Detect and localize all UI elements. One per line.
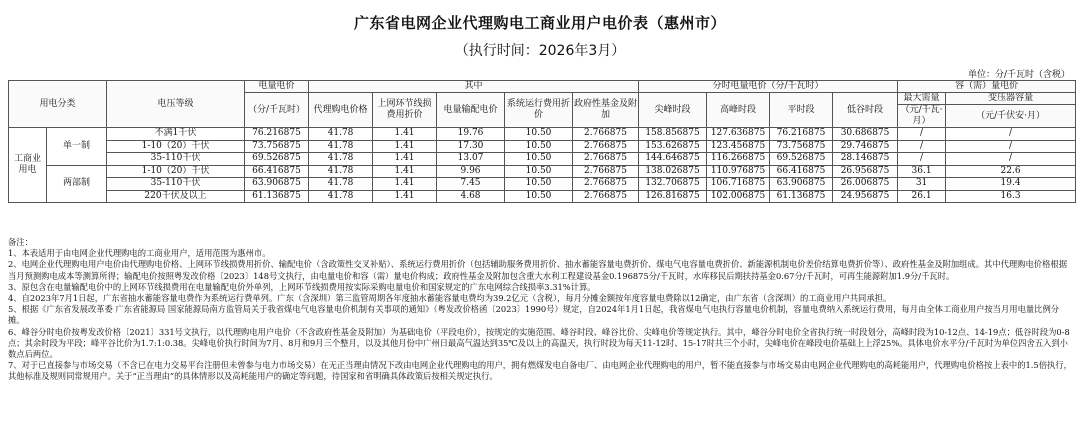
cell-demand: /: [898, 140, 946, 153]
header-transformer: 变压器容量: [946, 93, 1076, 105]
cell-loss: 1.41: [373, 165, 437, 178]
table-row: [9, 128, 1076, 141]
cell-fund: 2.766875: [573, 128, 639, 141]
page-subtitle: （执行时间：2026年3月）: [454, 43, 626, 59]
table-row: [9, 153, 1076, 166]
cell-loss: 1.41: [373, 153, 437, 166]
cell-price: 76.216875: [245, 128, 309, 141]
cell-trans: 19.76: [437, 128, 505, 141]
cell-loss: 1.41: [373, 140, 437, 153]
header-funds: 政府性基金及附加: [573, 93, 639, 128]
note-4: 4、自2023年7月1日起，广东省抽水蓄能容量电费作为系统运行费单列。广东（含深圳）第三监管周期各年度抽水蓄能容量电费均为39.2亿元（含税），每月分摊金额按年度容量电费除以12确定，由广东省（含深圳）的工商业用户共同承担。: [8, 293, 892, 304]
cell-fund: 2.766875: [573, 165, 639, 178]
cell-flat: 69.526875: [770, 153, 833, 166]
cell-sys: 10.50: [505, 178, 573, 191]
cell-purchase: 41.78: [309, 178, 373, 191]
cell-fund: 2.766875: [573, 190, 639, 203]
cell-purchase: 41.78: [309, 140, 373, 153]
cell-valley: 29.746875: [833, 140, 898, 153]
cell-valley: 26.006875: [833, 178, 898, 191]
cell-voltage: 220千伏及以上: [107, 190, 245, 203]
header-system-cost: 系统运行费用折价: [505, 93, 573, 128]
cell-flat: 73.756875: [770, 140, 833, 153]
cell-demand: /: [898, 128, 946, 141]
cell-trans: 4.68: [437, 190, 505, 203]
cell-purchase: 41.78: [309, 128, 373, 141]
price-table: [8, 80, 1076, 203]
note-1: 1、本表适用于由电网企业代理购电的工商业用户，适用范围为惠州市。: [8, 248, 271, 259]
cell-peak: 116.266875: [707, 153, 770, 166]
cell-valley: 30.686875: [833, 128, 898, 141]
cell-transformer: 22.6: [946, 165, 1076, 178]
cell-flat: 66.416875: [770, 165, 833, 178]
header-transformer-unit: （元/千伏安·月）: [946, 105, 1076, 128]
cell-valley: 24.956875: [833, 190, 898, 203]
cell-sharp: 138.026875: [639, 165, 707, 178]
cell-price: 61.136875: [245, 190, 309, 203]
header-max-demand: 最大需量: [898, 93, 946, 105]
cell-purchase: 41.78: [309, 165, 373, 178]
cell-peak: 127.636875: [707, 128, 770, 141]
cell-sharp: 132.706875: [639, 178, 707, 191]
cell-voltage: 35-110千伏: [107, 153, 245, 166]
cell-purchase: 41.78: [309, 190, 373, 203]
cell-valley: 28.146875: [833, 153, 898, 166]
cell-purchase: 41.78: [309, 153, 373, 166]
cell-trans: 7.45: [437, 178, 505, 191]
cell-trans: 17.30: [437, 140, 505, 153]
table-row: [9, 140, 1076, 153]
header-purchase: 代理购电价格: [309, 93, 373, 128]
header-transmission: 电量输配电价: [437, 93, 505, 128]
table-row: [9, 190, 1076, 203]
cell-transformer: /: [946, 128, 1076, 141]
cell-loss: 1.41: [373, 178, 437, 191]
cell-transformer: /: [946, 140, 1076, 153]
header-peak-sharp: 尖峰时段: [639, 93, 707, 128]
header-tou: 分时电量电价（分/千瓦时）: [639, 81, 898, 93]
cell-sys: 10.50: [505, 153, 573, 166]
cell-fund: 2.766875: [573, 153, 639, 166]
group-single: 单一制: [47, 128, 107, 166]
header-tx-loss: 上网环节线损费用折价: [373, 93, 437, 128]
cell-demand: 36.1: [898, 165, 946, 178]
header-valley: 低谷时段: [833, 93, 898, 128]
cell-demand: /: [898, 153, 946, 166]
header-peak: 高峰时段: [707, 93, 770, 128]
header-category: 用电分类: [9, 81, 107, 128]
note-7: 7、对于已直接参与市场交易（不含已在电力交易平台注册但未曾参与电力市场交易）在无正当理由情况下改由电网企业代理购电的用户，拥有燃煤发电自备电厂、由电网企业代理购电的用户，暂不能直接参与市场交易由电网企业代理购电的高耗能用户，代理购电价格按上表中的1.5倍执行，其他标准及规则同常规用户。关于“正当理由”的具体情形以及高耗能用户的确定等问题，待国家和省明确具体政策后按相关规定执行。: [8, 360, 1072, 382]
cell-sharp: 126.816875: [639, 190, 707, 203]
header-capacity: 容（需）量电价: [898, 81, 1076, 93]
cell-price: 66.416875: [245, 165, 309, 178]
category-cell: 工商业用电: [9, 128, 47, 203]
header-flat: 平时段: [770, 93, 833, 128]
cell-peak: 106.716875: [707, 178, 770, 191]
cell-voltage: 35-110千伏: [107, 178, 245, 191]
cell-trans: 9.96: [437, 165, 505, 178]
cell-fund: 2.766875: [573, 140, 639, 153]
cell-sys: 10.50: [505, 165, 573, 178]
cell-sys: 10.50: [505, 140, 573, 153]
cell-sys: 10.50: [505, 190, 573, 203]
cell-flat: 61.136875: [770, 190, 833, 203]
header-voltage: 电压等级: [107, 81, 245, 128]
cell-price: 73.756875: [245, 140, 309, 153]
note-2: 2、电网企业代理购电用户电价由代理购电价格、上网环节线损费用折价、输配电价（含政策性交叉补贴）、系统运行费用折价（包括辅助服务费用折价、抽水蓄能容量电费折价、煤电气电容量电费折价、新能源机制电价差价结算电费折价等）、政府性基金及附加组成。其中代理购电价格根据当月预测购电成本等测算所得；输配电价按照粤发改价格〔2023〕148号文执行，由电量电价和容（需）量电价构成；政府性基金及附加包含重大水利工程建设基金0.196875分/千瓦时，水库移民后期扶持基金0.67分/千瓦时，可再生能源附加1.9分/千瓦时。: [8, 259, 1067, 281]
cell-flat: 63.906875: [770, 178, 833, 191]
cell-voltage: 1-10（20）千伏: [107, 165, 245, 178]
cell-loss: 1.41: [373, 128, 437, 141]
cell-sharp: 158.856875: [639, 128, 707, 141]
cell-valley: 26.956875: [833, 165, 898, 178]
cell-voltage: 不满1千伏: [107, 128, 245, 141]
notes-section: [8, 237, 1072, 383]
unit-label: 单位：分/千瓦时（含税）: [967, 70, 1070, 80]
cell-transformer: 19.4: [946, 178, 1076, 191]
cell-fund: 2.766875: [573, 178, 639, 191]
note-3: 3、原包含在电量输配电价中的上网环节线损费用在电量输配电价外单列，上网环节线损费用按实际采购电量电价和国家规定的广东电网综合线损率3.31%计算。: [8, 281, 596, 292]
cell-peak: 102.006875: [707, 190, 770, 203]
cell-transformer: 16.3: [946, 190, 1076, 203]
header-max-demand-unit: （元/千瓦·月）: [898, 105, 946, 128]
cell-flat: 76.216875: [770, 128, 833, 141]
table-row: [9, 165, 1076, 178]
header-price-unit: （分/千瓦时）: [245, 93, 309, 128]
note-6: 6、峰谷分时电价按粤发改价格〔2021〕331号文执行，以代理购电用户电价（不含政府性基金及附加）为基础电价（平段电价），按规定的实施范围、峰谷时段、峰谷比价、尖峰电价等规定执行。其中，峰谷分时电价全省执行统一时段划分，高峰时段为10-12点、14-19点；低谷时段为0-8点；其余时段为平段；峰平谷比价为1.7:1:0.38。尖峰电价执行时间为7月、8月和9月三个整月，以及其他月份中广州日最高气温达到35℃及以上的高温天，执行时段为每天11-12时、15-17时共三个小时，尖峰电价在峰段电价基础上上浮25%。具体电价水平分/千瓦时为单位四舍五入到小数点后两位。: [8, 326, 1070, 360]
note-5: 5、根据《广东省发展改革委 广东省能源局 国家能源局南方监管局关于我省煤电气电容量电价机制有关事项的通知》（粤发改价格函〔2023〕1990号）规定，自2024年1月1日起，我省煤电气电执行容量电价机制，容量电费纳入系统运行费用，每月由全体工商业用户按当月用电量比例分摊。: [8, 304, 1060, 326]
notes-label: 备注：: [8, 237, 33, 247]
header-price: 电量电价: [245, 81, 309, 93]
cell-peak: 110.976875: [707, 165, 770, 178]
cell-trans: 13.07: [437, 153, 505, 166]
group-two: 两部制: [47, 165, 107, 203]
cell-peak: 123.456875: [707, 140, 770, 153]
cell-transformer: /: [946, 153, 1076, 166]
cell-voltage: 1-10（20）千伏: [107, 140, 245, 153]
cell-demand: 31: [898, 178, 946, 191]
cell-sys: 10.50: [505, 128, 573, 141]
cell-price: 63.906875: [245, 178, 309, 191]
cell-price: 69.526875: [245, 153, 309, 166]
page-title: 广东省电网企业代理购电工商业用户电价表（惠州市）: [353, 14, 726, 32]
table-row: [9, 178, 1076, 191]
cell-demand: 26.1: [898, 190, 946, 203]
header-of-which: 其中: [309, 81, 639, 93]
cell-sharp: 144.646875: [639, 153, 707, 166]
cell-sharp: 153.626875: [639, 140, 707, 153]
cell-loss: 1.41: [373, 190, 437, 203]
